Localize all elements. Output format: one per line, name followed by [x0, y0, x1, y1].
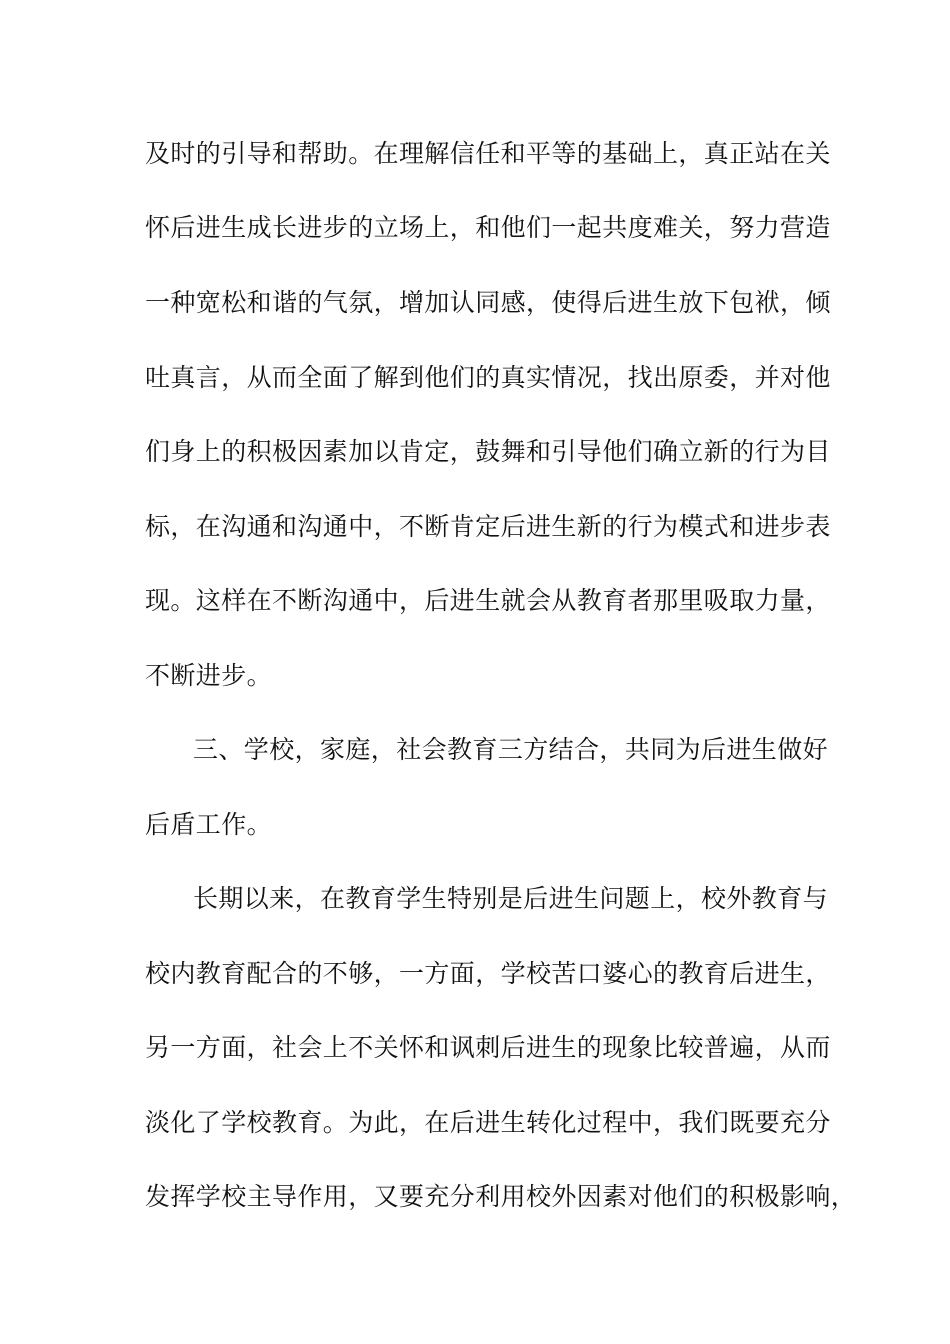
text-line-8: 不断进步。	[145, 661, 273, 690]
text-line-13: 另一方面，社会上不关怀和讽刺后进生的现象比较普遍，从而	[145, 1033, 831, 1062]
text-line-4: 吐真言，从而全面了解到他们的真实情况，找出原委，并对他	[145, 363, 831, 392]
text-line-6: 标，在沟通和沟通中，不断肯定后进生新的行为模式和进步表	[145, 512, 831, 541]
text-line-11: 长期以来，在教育学生特别是后进生问题上，校外教育与	[193, 884, 829, 913]
text-line-3: 一种宽松和谐的气氛，增加认同感，使得后进生放下包袱，倾	[145, 288, 831, 317]
section-heading-line-1: 三、学校，家庭，社会教育三方结合，共同为后进生做好	[193, 735, 829, 764]
text-line-1: 及时的引导和帮助。在理解信任和平等的基础上，真正站在关	[145, 139, 831, 168]
text-line-12: 校内教育配合的不够，一方面，学校苦口婆心的教育后进生，	[145, 959, 831, 988]
text-line-2: 怀后进生成长进步的立场上，和他们一起共度难关，努力营造	[145, 213, 831, 242]
text-line-7: 现。这样在不断沟通中，后进生就会从教育者那里吸取力量，	[145, 586, 831, 615]
text-line-15: 发挥学校主导作用，又要充分利用校外因素对他们的积极影响，	[145, 1182, 857, 1211]
section-heading-line-2: 后盾工作。	[145, 810, 273, 839]
text-line-14: 淡化了学校教育。为此，在后进生转化过程中，我们既要充分	[145, 1108, 831, 1137]
text-line-5: 们身上的积极因素加以肯定，鼓舞和引导他们确立新的行为目	[145, 437, 831, 466]
